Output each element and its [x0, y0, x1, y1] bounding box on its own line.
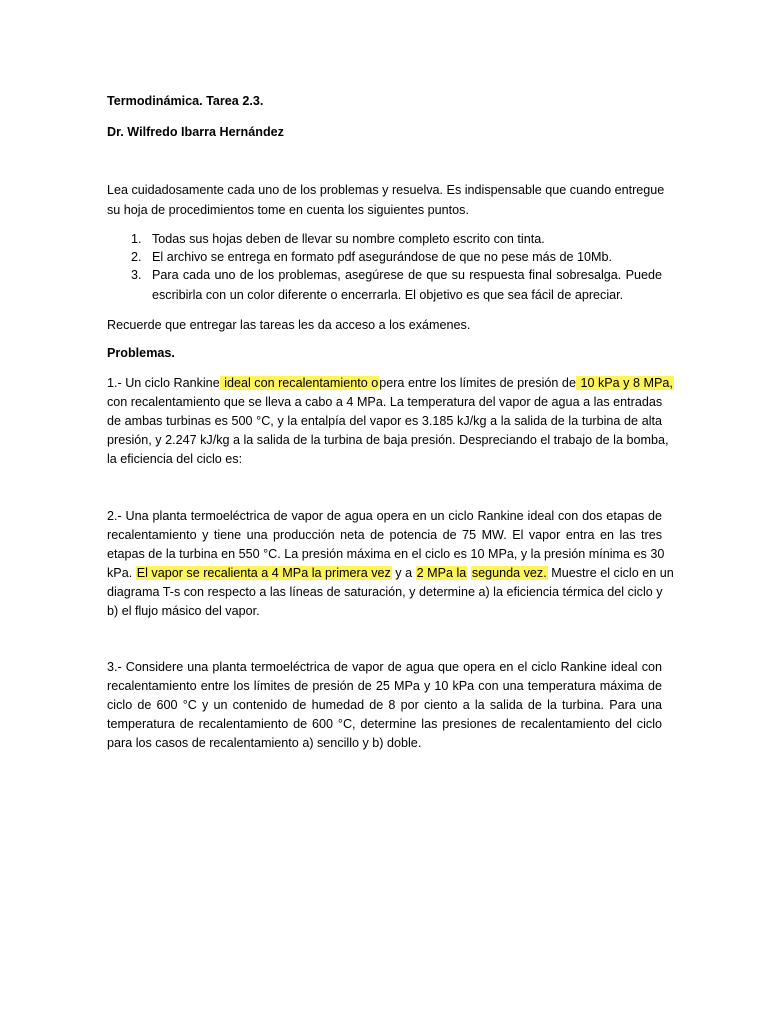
problem-1-line-1	[107, 374, 673, 393]
list-number: 2.	[131, 250, 142, 264]
problem-2-line-4	[107, 564, 674, 583]
problem-3-line-2: recalentamiento entre los límites de presión de 25 MPa y 10 kPa con una temperatura máxima de	[107, 679, 662, 693]
problem-2-line-5: diagrama T-s con respecto a las líneas de saturación, y determine a) la eficiencia térmica del ciclo y	[107, 585, 663, 599]
text-run: y a	[395, 566, 413, 580]
author-name: Dr. Wilfredo Ibarra Hernández	[107, 125, 284, 139]
problem-3-line-1: 3.- Considere una planta termoeléctrica de vapor de agua que opera en el ciclo Rankine ideal con	[107, 660, 662, 674]
intro-line-1: Lea cuidadosamente cada uno de los problemas y resuelva. Es indispensable que cuando entregue	[107, 183, 665, 197]
list-item: Para cada uno de los problemas, asegúrese de que su respuesta final sobresalga. Puede	[152, 268, 662, 282]
list-item: El archivo se entrega en formato pdf asegurándose de que no pese más de 10Mb.	[152, 250, 612, 264]
list-item-continuation: escribirla con un color diferente o encerrarla. El objetivo es que sea fácil de apreciar.	[152, 288, 624, 302]
list-number: 3.	[131, 268, 142, 282]
reminder-text: Recuerde que entregar las tareas les da acceso a los exámenes.	[107, 318, 471, 332]
problem-2-line-6: b) el flujo másico del vapor.	[107, 604, 260, 618]
text-run: Muestre el ciclo en un	[551, 566, 674, 580]
problem-3-line-4: temperatura de recalentamiento de 600 °C, determine las presiones de recalentamiento del ciclo	[107, 717, 662, 731]
problems-heading: Problemas.	[107, 346, 175, 360]
problem-2-line-2: recalentamiento y tiene una producción neta de potencia de 75 MW. El vapor entra en las tres	[107, 528, 662, 542]
list-number: 1.	[131, 232, 142, 246]
text-run: pera entre los límites de presión de	[379, 376, 576, 390]
text-run: 1.- Un ciclo Rankine	[107, 376, 220, 390]
highlighted-text: 2 MPa la	[416, 566, 467, 580]
list-item: Todas sus hojas deben de llevar su nombre completo escrito con tinta.	[152, 232, 545, 246]
highlighted-text: 10 kPa y 8 MPa,	[576, 376, 673, 390]
problem-3-line-5: para los casos de recalentamiento a) sencillo y b) doble.	[107, 736, 422, 750]
problem-2-line-3: etapas de la turbina en 550 °C. La presión máxima en el ciclo es 10 MPa, y la presión mínima es 30	[107, 547, 665, 561]
highlighted-text: segunda vez.	[471, 566, 547, 580]
problem-1-line-2: con recalentamiento que se lleva a cabo a 4 MPa. La temperatura del vapor de agua a las entradas	[107, 395, 663, 409]
document-title: Termodinámica. Tarea 2.3.	[107, 94, 264, 108]
highlighted-text: ideal con recalentamiento o	[220, 376, 379, 390]
problem-1-line-5: la eficiencia del ciclo es:	[107, 452, 243, 466]
problem-1-line-3: de ambas turbinas es 500 °C, y la entalpía del vapor es 3.185 kJ/kg a la salida de la turbina de alta	[107, 414, 662, 428]
problem-2-line-1: 2.- Una planta termoeléctrica de vapor de agua opera en un ciclo Rankine ideal con dos etapas de	[107, 509, 662, 523]
highlighted-text: El vapor se recalienta a 4 MPa la primera vez	[136, 566, 391, 580]
problem-1-line-4: presión, y 2.247 kJ/kg a la salida de la turbina de baja presión. Despreciando el trabajo de la bomba,	[107, 433, 669, 447]
text-run: kPa.	[107, 566, 133, 580]
problem-3-line-3: ciclo de 600 °C y un contenido de humedad de 8 por ciento a la salida de la turbina. Para una	[107, 698, 662, 712]
intro-line-2: su hoja de procedimientos tome en cuenta los siguientes puntos.	[107, 203, 469, 217]
